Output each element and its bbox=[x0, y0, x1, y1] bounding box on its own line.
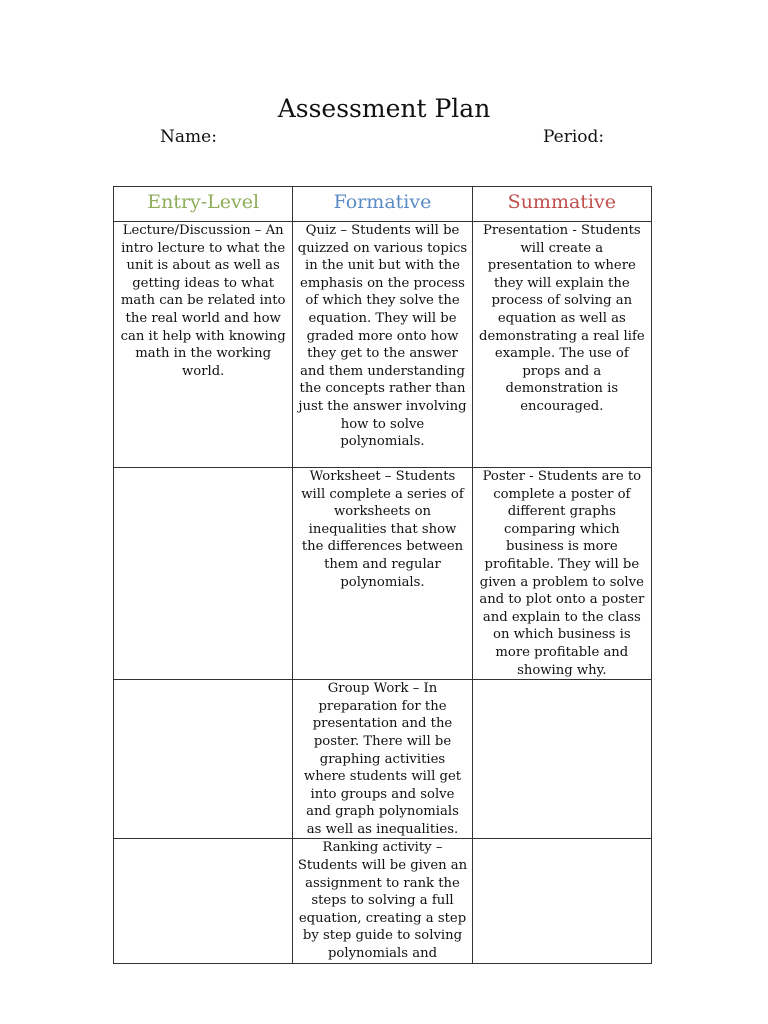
header-entry-level: Entry-Level bbox=[114, 187, 293, 222]
name-label: Name: bbox=[160, 127, 217, 147]
cell-formative: Group Work – In preparation for the presentation and the poster. There will be graphing activities where students will get into groups and solve and graph polynomials as well as inequalities. bbox=[293, 680, 472, 839]
cell-entry-level: Lecture/Discussion – An intro lecture to what the unit is about as well as getting ideas to what math can be related into the real world and how can it help with knowing math in the working world. bbox=[114, 222, 293, 468]
cell-entry-level bbox=[114, 839, 293, 963]
page-title: Assessment Plan bbox=[277, 94, 491, 123]
cell-entry-level bbox=[114, 680, 293, 839]
cell-summative bbox=[472, 839, 651, 963]
cell-summative: Presentation - Students will create a presentation to where they will explain the process of solving an equation as well as demonstrating a real life example. The use of props and a demonstration is encouraged. bbox=[472, 222, 651, 468]
cell-summative bbox=[472, 680, 651, 839]
cell-formative: Ranking activity – Students will be given an assignment to rank the steps to solving a full equation, creating a step by step guide to solving polynomials and bbox=[293, 839, 472, 963]
cell-formative: Worksheet – Students will complete a series of worksheets on inequalities that show the differences between them and regular polynomials. bbox=[293, 468, 472, 680]
header-summative: Summative bbox=[472, 187, 651, 222]
table-row bbox=[114, 839, 652, 963]
table-row bbox=[114, 468, 652, 680]
header-row bbox=[114, 187, 652, 222]
table-row bbox=[114, 680, 652, 839]
cell-formative: Quiz – Students will be quizzed on various topics in the unit but with the emphasis on the process of which they solve the equation. They will be graded more onto how they get to the answer and them understanding the concepts rather than just the answer involving how to solve polynomials. bbox=[293, 222, 472, 468]
header-formative: Formative bbox=[293, 187, 472, 222]
cell-summative: Poster - Students are to complete a poster of different graphs comparing which business is more profitable. They will be given a problem to solve and to plot onto a poster and explain to the class on which business is more profitable and showing why. bbox=[472, 468, 651, 680]
table-row bbox=[114, 222, 652, 468]
cell-entry-level bbox=[114, 468, 293, 680]
assessment-table bbox=[113, 186, 652, 964]
period-label: Period: bbox=[543, 127, 605, 147]
